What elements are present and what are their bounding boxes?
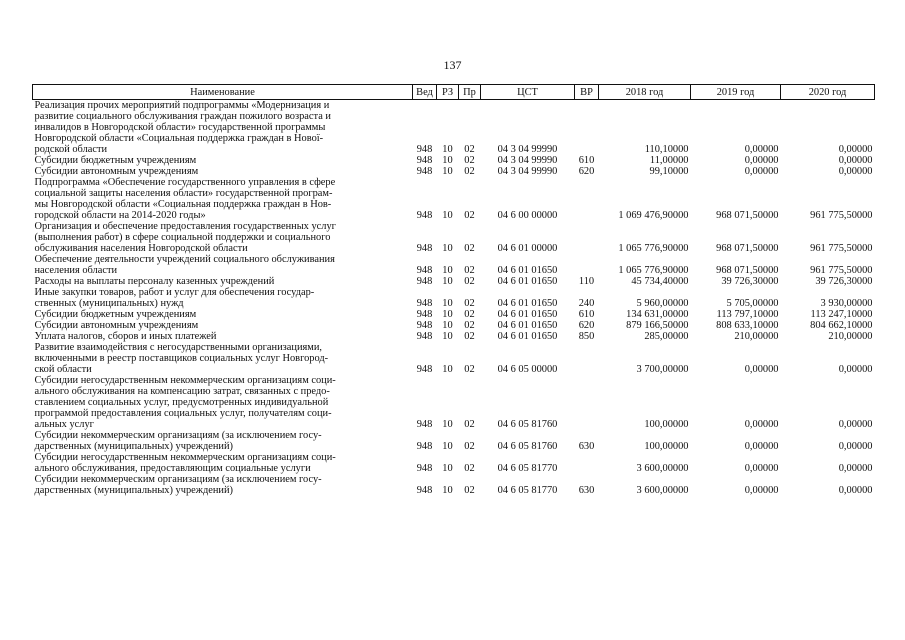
- cell-pr: 02: [464, 485, 475, 496]
- cell-2020: 3 930,00000: [820, 298, 873, 309]
- cell-vr: [575, 452, 599, 474]
- cell-pr: 02: [464, 419, 475, 430]
- row-name: [33, 276, 413, 287]
- cell-2018: 110,10000: [644, 144, 689, 155]
- cell-ved: 948: [416, 276, 433, 287]
- table-row: [33, 452, 875, 474]
- row-name-line: Новгородской области «Социальная поддержка граждан в Нової-: [34, 133, 324, 144]
- cell-vr: 620: [578, 320, 595, 331]
- cell-2019: 5 705,00000: [726, 298, 779, 309]
- cell-2019: 0,00000: [744, 441, 779, 452]
- cell-2018: 1 065 776,90000: [618, 265, 689, 276]
- cell-ved: 948: [416, 298, 433, 309]
- cell-vr: [575, 221, 599, 254]
- row-name: [33, 287, 413, 309]
- cell-pr: 02: [464, 276, 475, 287]
- cell-rz: 10: [442, 243, 453, 254]
- col-header-2019: 2019 год: [691, 85, 781, 100]
- row-name-line: мы Новгородской области «Социальная поддержка граждан в Нов-: [34, 199, 332, 210]
- cell-rz: 10: [442, 298, 453, 309]
- cell-cst: 04 6 05 81770: [497, 463, 558, 474]
- row-name-line: (выполнения работ) в сфере социальной поддержки и социального: [34, 232, 331, 243]
- table-row: [33, 177, 875, 221]
- cell-2018: 879 166,50000: [626, 320, 689, 331]
- cell-ved: 948: [416, 331, 433, 342]
- cell-2018: 100,00000: [644, 419, 689, 430]
- cell-2020: 0,00000: [838, 144, 873, 155]
- cell-ved: 948: [416, 144, 433, 155]
- cell-2019: 0,00000: [744, 485, 779, 496]
- row-name-line: развитие социального обслуживания граждан пожилого возраста и: [34, 111, 331, 122]
- table-row: [33, 254, 875, 276]
- col-header-vr: ВР: [575, 85, 599, 100]
- row-name: [33, 430, 413, 452]
- row-name: [33, 452, 413, 474]
- table-row: [33, 430, 875, 452]
- row-name-line: Организация и обеспечение предоставления государственных услуг: [34, 221, 336, 232]
- row-name-line: дарственных (муниципальных) учреждений): [34, 485, 234, 496]
- cell-ved: 948: [416, 419, 433, 430]
- row-name-line: Субсидии некоммерческим организациям (за исключением госу-: [34, 474, 322, 485]
- cell-pr: 02: [464, 309, 475, 320]
- col-header-pr: Пр: [459, 85, 481, 100]
- table-row: [33, 276, 875, 287]
- cell-2020: 113 247,10000: [810, 309, 873, 320]
- cell-cst: 04 3 04 99990: [497, 144, 558, 155]
- cell-cst: 04 6 01 01650: [497, 265, 558, 276]
- row-name-line: ального обслуживания, предоставляющим социальные услуги: [34, 463, 311, 474]
- cell-ved: 948: [416, 364, 433, 375]
- cell-rz: 10: [442, 419, 453, 430]
- row-name-line: Субсидии бюджетным учреждениям: [34, 155, 197, 166]
- cell-2020: 961 775,50000: [810, 265, 873, 276]
- cell-rz: 10: [442, 463, 453, 474]
- row-name-line: программой предоставления социальных услуг, получателям соци-: [34, 408, 332, 419]
- row-name-line: Субсидии негосударственным некоммерческим организациям соци-: [34, 375, 336, 386]
- cell-2020: 961 775,50000: [810, 243, 873, 254]
- row-name-line: Развитие взаимодействия с негосударственными организациями,: [34, 342, 323, 353]
- cell-2020: 804 662,10000: [810, 320, 873, 331]
- row-name-line: включенными в реестр поставщиков социальных услуг Новгород-: [34, 353, 329, 364]
- cell-2020: 961 775,50000: [810, 210, 873, 221]
- col-header-ved: Вед: [413, 85, 437, 100]
- cell-pr: 02: [464, 265, 475, 276]
- table-row: [33, 155, 875, 166]
- cell-2019: 968 071,50000: [716, 243, 779, 254]
- cell-ved: 948: [416, 441, 433, 452]
- cell-pr: 02: [464, 298, 475, 309]
- table-row: [33, 375, 875, 430]
- cell-pr: 02: [464, 331, 475, 342]
- cell-2018: 3 700,00000: [636, 364, 689, 375]
- cell-2020: 0,00000: [838, 166, 873, 177]
- cell-ved: 948: [416, 243, 433, 254]
- cell-vr: [575, 254, 599, 276]
- cell-cst: 04 6 01 01650: [497, 298, 558, 309]
- row-name-line: Расходы на выплаты персоналу казенных учреждений: [34, 276, 275, 287]
- cell-pr: 02: [464, 441, 475, 452]
- cell-vr: 610: [578, 309, 595, 320]
- col-header-cst: ЦСТ: [481, 85, 575, 100]
- row-name-line: родской области: [34, 144, 108, 155]
- col-header-name: Наименование: [33, 85, 413, 100]
- table-row: [33, 166, 875, 177]
- cell-rz: 10: [442, 265, 453, 276]
- cell-2020: 0,00000: [838, 155, 873, 166]
- table-row: [33, 331, 875, 342]
- cell-vr: [575, 342, 599, 375]
- row-name-line: ставлением социальных услуг, предусмотренных индивидуальной: [34, 397, 329, 408]
- cell-rz: 10: [442, 485, 453, 496]
- row-name: [33, 331, 413, 342]
- cell-rz: 10: [442, 155, 453, 166]
- cell-2018: 99,10000: [649, 166, 689, 177]
- col-header-2020: 2020 год: [781, 85, 875, 100]
- cell-2019: 0,00000: [744, 419, 779, 430]
- cell-cst: 04 6 00 00000: [497, 210, 558, 221]
- cell-rz: 10: [442, 364, 453, 375]
- cell-rz: 10: [442, 166, 453, 177]
- row-name-line: населения области: [34, 265, 118, 276]
- cell-rz: 10: [442, 144, 453, 155]
- row-name-line: ской области: [34, 364, 92, 375]
- table-row: [33, 287, 875, 309]
- cell-2020: 0,00000: [838, 419, 873, 430]
- row-name-line: инвалидов в Новгородской области» государственной программы: [34, 122, 326, 133]
- cell-2019: 0,00000: [744, 166, 779, 177]
- cell-2019: 39 726,30000: [721, 276, 779, 287]
- cell-cst: 04 6 01 01650: [497, 309, 558, 320]
- cell-2020: 210,00000: [828, 331, 873, 342]
- cell-pr: 02: [464, 155, 475, 166]
- row-name: [33, 320, 413, 331]
- row-name-line: Иные закупки товаров, работ и услуг для обеспечения государ-: [34, 287, 315, 298]
- cell-pr: 02: [464, 364, 475, 375]
- cell-vr: 110: [578, 276, 595, 287]
- row-name: [33, 375, 413, 430]
- cell-cst: 04 6 05 00000: [497, 364, 558, 375]
- cell-2020: 0,00000: [838, 463, 873, 474]
- row-name: [33, 474, 413, 496]
- row-name: [33, 155, 413, 166]
- table-row: [33, 342, 875, 375]
- table-row: [33, 309, 875, 320]
- cell-rz: 10: [442, 331, 453, 342]
- cell-2019: 0,00000: [744, 364, 779, 375]
- cell-pr: 02: [464, 320, 475, 331]
- cell-2020: 0,00000: [838, 441, 873, 452]
- cell-2018: 11,00000: [649, 155, 689, 166]
- cell-cst: 04 6 01 01650: [497, 320, 558, 331]
- row-name-line: Субсидии автономным учреждениям: [34, 320, 199, 331]
- cell-ved: 948: [416, 320, 433, 331]
- cell-cst: 04 3 04 99990: [497, 166, 558, 177]
- cell-pr: 02: [464, 210, 475, 221]
- cell-2018: 285,00000: [644, 331, 689, 342]
- row-name-line: Реализация прочих мероприятий подпрограммы «Модернизация и: [34, 100, 330, 111]
- cell-vr: 850: [578, 331, 595, 342]
- row-name-line: ального обслуживания на компенсацию затрат, связанных с предо-: [34, 386, 330, 397]
- page-number: 137: [443, 58, 462, 72]
- row-name: [33, 254, 413, 276]
- row-name: [33, 221, 413, 254]
- col-header-rz: РЗ: [437, 85, 459, 100]
- cell-ved: 948: [416, 463, 433, 474]
- row-name-line: альных услуг: [34, 419, 94, 430]
- cell-2019: 968 071,50000: [716, 265, 779, 276]
- cell-pr: 02: [464, 463, 475, 474]
- cell-ved: 948: [416, 210, 433, 221]
- row-name: [33, 166, 413, 177]
- cell-2020: 39 726,30000: [815, 276, 873, 287]
- cell-pr: 02: [464, 243, 475, 254]
- cell-2019: 0,00000: [744, 155, 779, 166]
- row-name-line: обслуживания населения Новгородской области: [34, 243, 248, 254]
- cell-ved: 948: [416, 485, 433, 496]
- row-name-line: Обеспечение деятельности учреждений социального обслуживания: [34, 254, 335, 265]
- row-name: [33, 100, 413, 156]
- cell-2018: 1 065 776,90000: [618, 243, 689, 254]
- cell-cst: 04 3 04 99990: [497, 155, 558, 166]
- cell-2020: 0,00000: [838, 364, 873, 375]
- row-name-line: городской области на 2014-2020 годы»: [34, 210, 206, 221]
- cell-pr: 02: [464, 144, 475, 155]
- cell-2018: 3 600,00000: [636, 485, 689, 496]
- cell-cst: 04 6 05 81760: [497, 441, 558, 452]
- cell-2019: 968 071,50000: [716, 210, 779, 221]
- cell-vr: 610: [578, 155, 595, 166]
- cell-rz: 10: [442, 441, 453, 452]
- cell-rz: 10: [442, 309, 453, 320]
- cell-ved: 948: [416, 155, 433, 166]
- cell-ved: 948: [416, 309, 433, 320]
- cell-2020: 0,00000: [838, 485, 873, 496]
- row-name-line: Субсидии автономным учреждениям: [34, 166, 199, 177]
- cell-ved: 948: [416, 265, 433, 276]
- cell-cst: 04 6 01 01650: [497, 331, 558, 342]
- cell-rz: 10: [442, 276, 453, 287]
- cell-vr: 630: [578, 485, 595, 496]
- table-row: [33, 100, 875, 156]
- cell-2019: 210,00000: [734, 331, 779, 342]
- cell-vr: 240: [578, 298, 595, 309]
- row-name: [33, 177, 413, 221]
- cell-2019: 808 633,10000: [716, 320, 779, 331]
- cell-2018: 3 600,00000: [636, 463, 689, 474]
- row-name: [33, 309, 413, 320]
- row-name-line: социальной защиты населения области» государственной програм-: [34, 188, 333, 199]
- row-name-line: Субсидии негосударственным некоммерческим организациям соци-: [34, 452, 336, 463]
- cell-vr: 620: [578, 166, 595, 177]
- cell-ved: 948: [416, 166, 433, 177]
- table-row: [33, 221, 875, 254]
- budget-table: [32, 84, 875, 496]
- cell-2018: 134 631,00000: [626, 309, 689, 320]
- cell-2018: 100,00000: [644, 441, 689, 452]
- row-name: [33, 342, 413, 375]
- cell-cst: 04 6 01 01650: [497, 276, 558, 287]
- row-name-line: Подпрограмма «Обеспечение государственного управления в сфере: [34, 177, 336, 188]
- cell-2018: 1 069 476,90000: [618, 210, 689, 221]
- cell-2019: 0,00000: [744, 463, 779, 474]
- col-header-2018: 2018 год: [599, 85, 691, 100]
- row-name-line: Субсидии некоммерческим организациям (за исключением госу-: [34, 430, 322, 441]
- cell-2019: 113 797,10000: [716, 309, 779, 320]
- cell-vr: 630: [578, 441, 595, 452]
- cell-2018: 5 960,00000: [636, 298, 689, 309]
- table-row: [33, 320, 875, 331]
- row-name-line: Уплата налогов, сборов и иных платежей: [34, 331, 217, 342]
- cell-pr: 02: [464, 166, 475, 177]
- cell-vr: [575, 100, 599, 156]
- table-header-row: [33, 85, 875, 100]
- row-name-line: Субсидии бюджетным учреждениям: [34, 309, 197, 320]
- cell-cst: 04 6 05 81760: [497, 419, 558, 430]
- cell-rz: 10: [442, 320, 453, 331]
- cell-2019: 0,00000: [744, 144, 779, 155]
- row-name-line: ственных (муниципальных) нужд: [34, 298, 184, 309]
- cell-vr: [575, 177, 599, 221]
- table-row: [33, 474, 875, 496]
- cell-rz: 10: [442, 210, 453, 221]
- cell-2018: 45 734,40000: [631, 276, 689, 287]
- cell-cst: 04 6 05 81770: [497, 485, 558, 496]
- cell-cst: 04 6 01 00000: [497, 243, 558, 254]
- cell-vr: [575, 375, 599, 430]
- row-name-line: дарственных (муниципальных) учреждений): [34, 441, 234, 452]
